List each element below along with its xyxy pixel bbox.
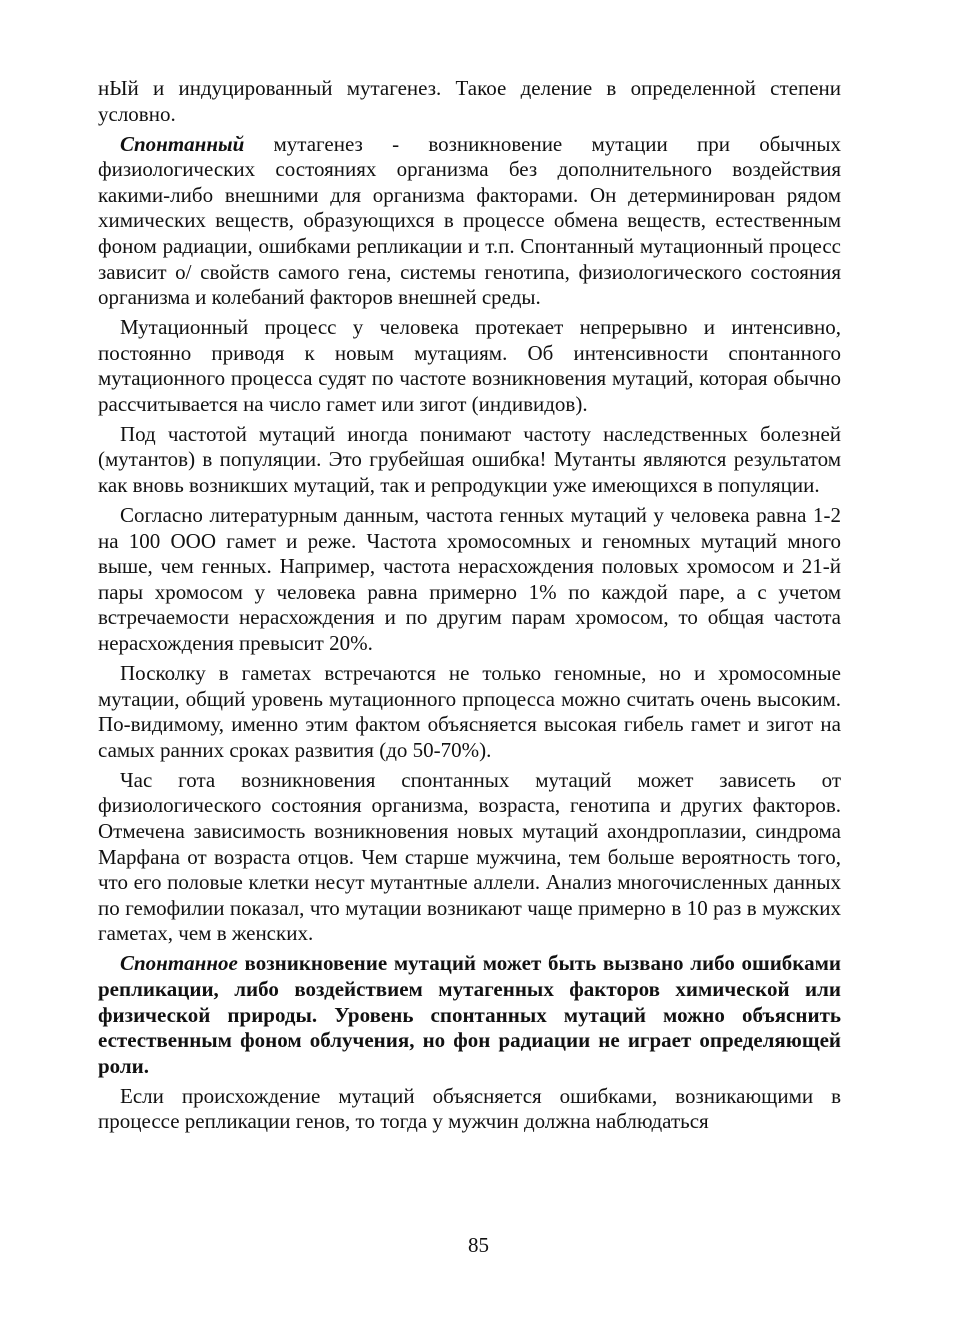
paragraph-mutation-frequency xyxy=(98,422,841,499)
paragraph-text: Посколку в гаметах встречаются не только геномные, но и хромосомные мутации, общий уровень мутационного прпоцесса можно считать очень высоким. По-видимому, именно этим фактом объясняется высокая гибель гамет и зигот на самых ранних сроках развития (до 50-70%). xyxy=(98,661,841,762)
paragraph-text: Согласно литературным данным, частота генных мутаций у человека равна 1-2 на 100 ООО гамет и реже. Частота хромосомных и геномных мутаций много выше, чем генных. Например, частота нерасхождения половых хромосом и 21-й пары хромосом у человека равна примерно 1% по каждой паре, а с учетом встречаемости нерасхождения и по другим парам хромосом, то общая частота нерасхождения превысит 20%. xyxy=(98,503,841,656)
paragraph-text: Если происхождение мутаций объясняется ошибками, возникающими в процессе репликации генов, то тогда у мужчин должна наблюдаться xyxy=(98,1083,841,1134)
book-page-text xyxy=(98,76,841,1139)
page-number: 85 xyxy=(468,1233,489,1257)
paragraph-text: мутагенез - возникновение мутации при обычных физиологических состояниях организма без дополнительного воздействия какими-либо внешними для организма факторами. Он детерминирован рядом химических веществ, образующихся в процессе обмена веществ, естественным фоном радиации, ошибками репликации и т.п. Спонтанный мутационный процесс зависит о/ свойств самого гена, системы генотипа, физиологического состояния организма и колебаний факторов внешней среды. xyxy=(98,131,841,310)
paragraph-text: Час гота возникновения спонтанных мутаций может зависеть от физиологического состояния организма, возраста, генотипа и других факторов. Отмечена зависимость возникновения новых мутаций ахондроплазии, синдрома Марфана от возраста отцов. Чем старше мужчина, тем больше вероятность того, что его половые клетки несут мутантные аллели. Анализ многочисленных данных по гемофилии показал, что мутации возникают чаще примерно в 10 раз в мужских гаметах, чем в женских. xyxy=(98,767,841,946)
paragraph-gametes xyxy=(98,661,841,763)
paragraph-mutation-process xyxy=(98,315,841,417)
paragraph-spontaneous-definition xyxy=(98,132,841,311)
paragraph-text: Под частотой мутаций иногда понимают частоту наследственных болезней (мутантов) в популяции. Это грубейшая ошибка! Мутанты являются результатом как вновь возникших мутаций, так и репродукции уже имеющихся в популяции. xyxy=(98,421,841,498)
paragraph-literature-data xyxy=(98,503,841,657)
paragraph-replication-errors xyxy=(98,1084,841,1135)
paragraph-frequency-factors xyxy=(98,768,841,947)
term-spontaneous: Спонтанный xyxy=(120,131,245,156)
paragraph-text: Мутационный процесс у человека протекает непрерывно и интенсивно, постоянно приводя к новым мутациям. Об интенсивности спонтанного мутационного процесса судят по частоте возникновения мутаций, которая обычно рассчитывается на число гамет или зигот (индивидов). xyxy=(98,315,841,416)
term-spontaneous-emphasis: Спонтанное xyxy=(120,951,238,976)
paragraph-continuation xyxy=(98,76,841,127)
paragraph-text: нЫй и индуцированный мутагенез. Такое деление в определенной степени условно. xyxy=(98,76,841,126)
paragraph-text: возникновение мутаций может быть вызвано либо ошибками репликации, либо воздействием мутагенных факторов химической или физической природы. Уровень спонтанных мутаций можно объяснить естественным фоном облучения, но фон радиации не играет определяющей роли. xyxy=(98,951,841,1078)
paragraph-spontaneous-emphasis xyxy=(98,951,841,1079)
